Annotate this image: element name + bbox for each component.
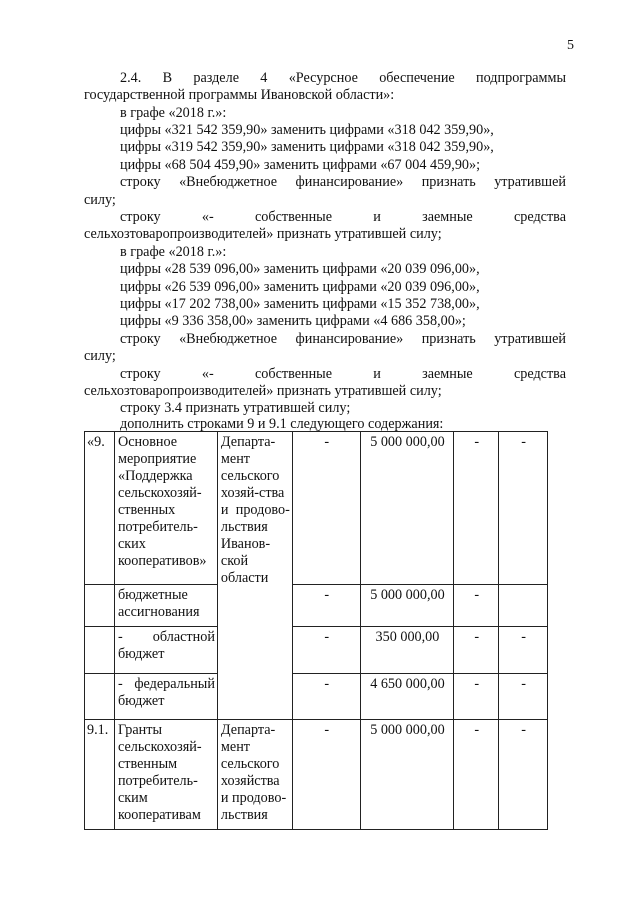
value-cell: - <box>292 432 360 585</box>
value-cell: - <box>292 585 360 627</box>
value-cell: - <box>454 674 499 720</box>
value-cell: - <box>292 720 360 830</box>
table-row <box>85 585 548 627</box>
text-line: в графе «2018 г.»: <box>120 105 227 121</box>
value-cell: - <box>454 432 499 585</box>
text-line: строку «- собственные и заемные средства <box>120 366 566 382</box>
text-line: цифры «9 336 358,00» заменить цифрами «4 686 358,00»; <box>120 313 466 329</box>
department-cell: Департа-мент сельского хозяйства и продово-льствия <box>217 720 292 830</box>
text-line: государственной программы Ивановской области»: <box>84 87 395 103</box>
text-line: силу; <box>84 348 116 364</box>
value-cell <box>499 585 548 627</box>
text-line: 2.4. В разделе 4 «Ресурсное обеспечение подпрограммы <box>120 70 566 86</box>
text-line: дополнить строками 9 и 9.1 следующего содержания: <box>120 416 444 432</box>
value-cell: - <box>292 627 360 674</box>
row-number-cell: «9. <box>85 432 115 585</box>
amount-cell: 5 000 000,00 <box>360 585 454 627</box>
row-number-cell: 9.1. <box>85 720 115 830</box>
value-cell: - <box>454 627 499 674</box>
activity-name-cell: Основное мероприятие «Поддержка сельскохозяй-ственных потребитель-ских кооперативов» <box>114 432 217 585</box>
value-cell: - <box>499 627 548 674</box>
text-line: в графе «2018 г.»: <box>120 244 227 260</box>
source-label-cell: - федеральный бюджет <box>114 674 217 720</box>
row-number-cell <box>85 627 115 674</box>
amount-cell: 5 000 000,00 <box>360 720 454 830</box>
text-line: цифры «68 504 459,90» заменить цифрами «67 004 459,90»; <box>120 157 481 173</box>
text-line: цифры «321 542 359,90» заменить цифрами «318 042 359,90», <box>120 122 494 138</box>
source-label-cell: бюджетные ассигнования <box>114 585 217 627</box>
text-line: строку «- собственные и заемные средства <box>120 209 566 225</box>
text-line: сельхозтоваропроизводителей» признать утратившей силу; <box>84 383 442 399</box>
row-number-cell <box>85 674 115 720</box>
value-cell: - <box>454 720 499 830</box>
row-number-cell <box>85 585 115 627</box>
value-cell: - <box>499 720 548 830</box>
text-line: цифры «28 539 096,00» заменить цифрами «20 039 096,00», <box>120 261 480 277</box>
value-cell: - <box>454 585 499 627</box>
source-label-cell: - областной бюджет <box>114 627 217 674</box>
text-line: строку «Внебюджетное финансирование» признать утратившей <box>120 331 566 347</box>
text-line: строку 3.4 признать утратившей силу; <box>120 400 351 416</box>
text-line: сельхозтоваропроизводителей» признать утратившей силу; <box>84 226 442 242</box>
amount-cell: 5 000 000,00 <box>360 432 454 585</box>
funding-table <box>84 431 548 830</box>
text-line: цифры «319 542 359,90» заменить цифрами «318 042 359,90», <box>120 139 494 155</box>
table-row <box>85 720 548 830</box>
value-cell: - <box>499 432 548 585</box>
text-line: цифры «17 202 738,00» заменить цифрами «15 352 738,00», <box>120 296 480 312</box>
department-cell: Департа-мент сельского хозяй-ства и продово-льствия Иванов-ской области <box>217 432 292 720</box>
text-line: силу; <box>84 192 116 208</box>
table-row <box>85 674 548 720</box>
amount-cell: 4 650 000,00 <box>360 674 454 720</box>
amount-cell: 350 000,00 <box>360 627 454 674</box>
page-number: 5 <box>567 38 574 53</box>
table-row <box>85 432 548 585</box>
activity-name-cell: Гранты сельскохозяй-ственным потребитель-ским кооперативам <box>114 720 217 830</box>
text-line: строку «Внебюджетное финансирование» признать утратившей <box>120 174 566 190</box>
value-cell: - <box>499 674 548 720</box>
table-row <box>85 627 548 674</box>
value-cell: - <box>292 674 360 720</box>
text-line: цифры «26 539 096,00» заменить цифрами «20 039 096,00», <box>120 279 480 295</box>
